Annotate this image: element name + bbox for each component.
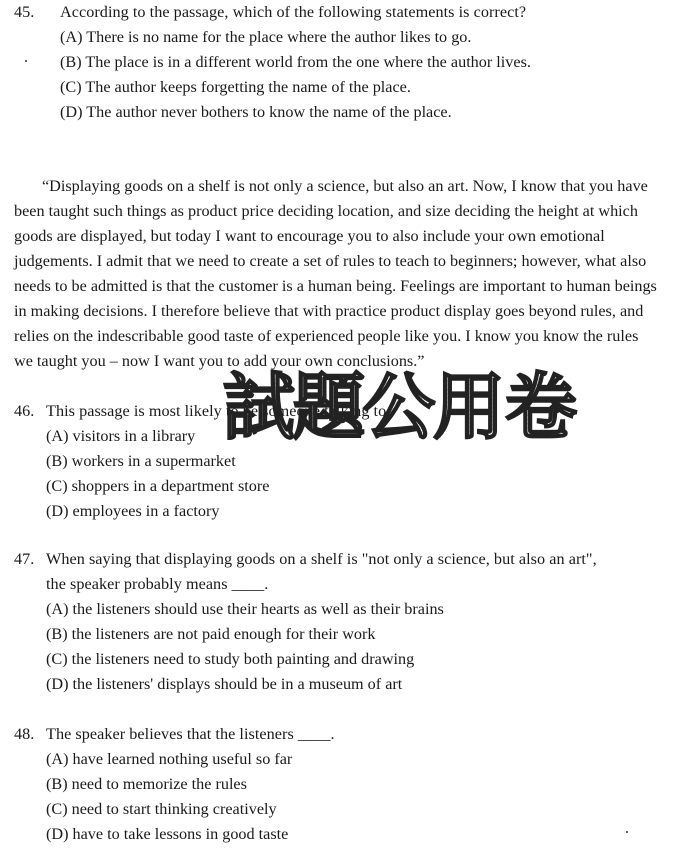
question-46-number: 46. <box>14 402 35 420</box>
question-47-stem-line-1: When saying that displaying goods on a shelf is "not only a science, but also an art", <box>46 550 597 568</box>
scan-speck <box>25 60 27 62</box>
question-45-option-a: (A) There is no name for the place where the author likes to go. <box>60 28 472 46</box>
question-47-option-a: (A) the listeners should use their hearts as well as their brains <box>46 600 444 618</box>
passage-line-7: relies on the indescribable good taste of experienced people like you. I know you know the rules <box>14 327 639 345</box>
question-48-stem: The speaker believes that the listeners ____. <box>46 725 335 743</box>
question-46-option-d: (D) employees in a factory <box>46 502 220 520</box>
question-45-option-d: (D) The author never bothers to know the name of the place. <box>60 103 452 121</box>
passage-line-8: we taught you – now I want you to add your own conclusions.” <box>14 352 425 370</box>
watermark-char-5: 卷 <box>505 365 578 449</box>
question-47-option-c: (C) the listeners need to study both painting and drawing <box>46 650 415 668</box>
passage-line-3: goods are displayed, but today I want to encourage you to also include your own emotional <box>14 227 605 245</box>
passage-line-2: been taught such things as product price deciding location, and size deciding the height at which <box>14 202 638 220</box>
passage-line-4: judgements. I admit that we need to create a set of rules to teach to beginners; however, what also <box>14 252 647 270</box>
question-47-option-b: (B) the listeners are not paid enough for their work <box>46 625 376 643</box>
question-48-option-c: (C) need to start thinking creatively <box>46 800 277 818</box>
question-46-option-c: (C) shoppers in a department store <box>46 477 270 495</box>
question-47-number: 47. <box>14 550 35 568</box>
question-48-number: 48. <box>14 725 35 743</box>
question-48-option-d: (D) have to take lessons in good taste <box>46 825 289 843</box>
passage-line-1: “Displaying goods on a shelf is not only a science, but also an art. Now, I know that you have <box>42 177 648 195</box>
watermark-char-1: 試 <box>223 365 296 449</box>
passage-line-6: in making decisions. I therefore believe that with practice product display goes beyond rules, and <box>14 302 644 320</box>
watermark-char-2: 題 <box>293 365 366 449</box>
question-45-stem: According to the passage, which of the following statements is correct? <box>60 3 527 21</box>
question-45-option-b: (B) The place is in a different world from the one where the author lives. <box>60 53 531 71</box>
question-46-option-b: (B) workers in a supermarket <box>46 452 236 470</box>
question-47-option-d: (D) the listeners' displays should be in a museum of art <box>46 675 403 693</box>
question-47-stem-line-2: the speaker probably means ____. <box>46 575 269 593</box>
question-48-option-b: (B) need to memorize the rules <box>46 775 247 793</box>
question-45-option-c: (C) The author keeps forgetting the name of the place. <box>60 78 411 96</box>
question-46-option-a: (A) visitors in a library <box>46 427 196 445</box>
question-46-stem: This passage is most likely to be someone talking to <box>46 402 387 420</box>
scan-speck <box>626 831 628 833</box>
watermark-char-3: 公 <box>363 365 436 449</box>
question-45-number: 45. <box>14 3 35 21</box>
question-48-option-a: (A) have learned nothing useful so far <box>46 750 293 768</box>
passage-line-5: needs to be admitted is that the customer is a human being. Feelings are important to human beings <box>14 277 657 295</box>
watermark-char-4: 用 <box>433 365 506 449</box>
